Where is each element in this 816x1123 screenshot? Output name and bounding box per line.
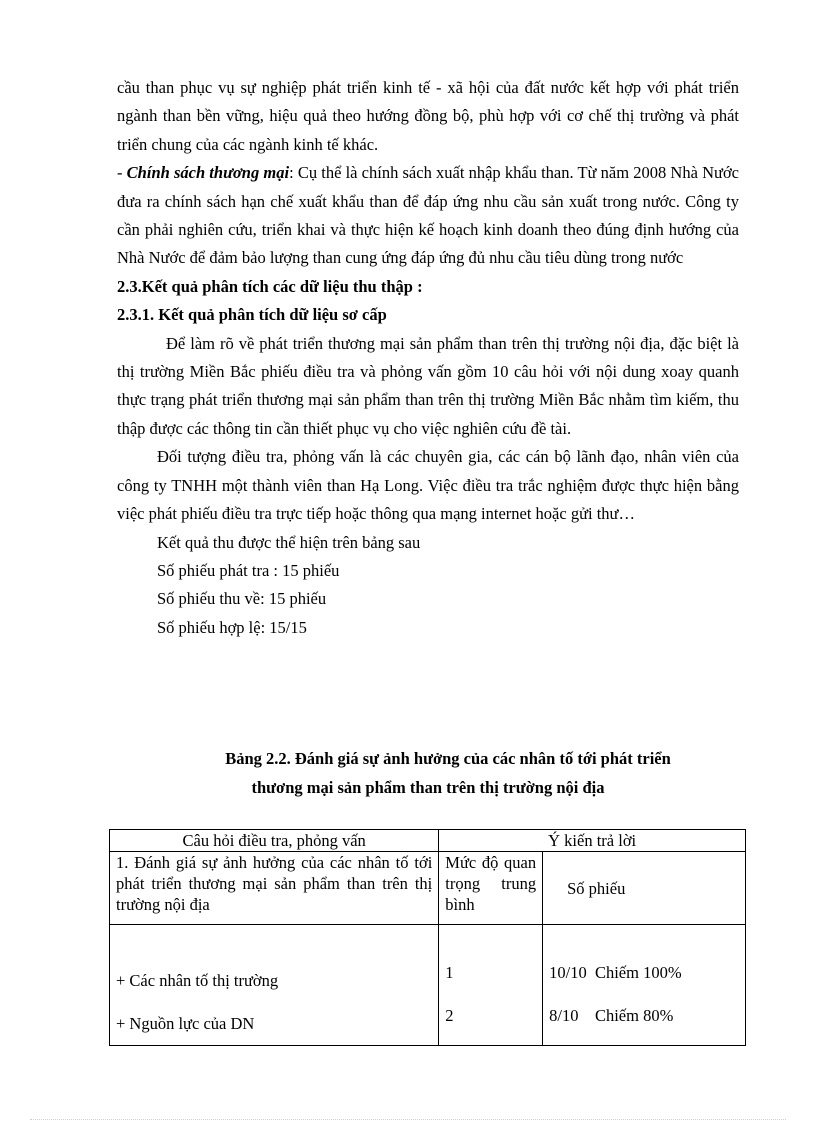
votes-cell	[543, 925, 746, 1046]
votes-market: 10/10 Chiếm 100%	[549, 963, 682, 982]
factor-cell	[110, 925, 439, 1046]
paragraph-survey-purpose: Để làm rõ về phát triển thương mại sản phẩm than trên thị trường nội địa, đặc biệt là thị trường Miền Bắc phiếu điều tra và phỏng vấn gồm 10 câu hỏi với nội dung xoay quanh thực trạng phát triển thương mại sản phẩm than trên thị trường Miền Bắc nhằm tìm kiếm, thu thập được các thông tin cần thiết phục vụ cho việc nghiên cứu đề tài.	[117, 333, 739, 438]
question-1-cell: 1. Đánh giá sự ảnh hưởng của các nhân tố tới phát triển thương mại sản phẩm than trên thị trường nội địa	[110, 852, 439, 925]
paragraph-intro: cầu than phục vụ sự nghiệp phát triển kinh tế - xã hội của đất nước kết hợp với phát triển ngành than bền vững, hiệu quả theo hướng đồng bộ, phù hợp với cơ chế thị trường và phát triển chung của các ngành kinh tế khác.	[117, 78, 739, 154]
survey-table	[109, 829, 746, 1046]
bullet-dash: -	[117, 163, 127, 183]
caption-line-2: thương mại sản phẩm than trên thị trường nội địa	[251, 778, 605, 797]
table-header-row	[110, 830, 746, 852]
result-intro-line: Kết quả thu được thể hiện trên bảng sau	[157, 532, 421, 552]
section-heading-2-3: 2.3.Kết quả phân tích các dữ liệu thu thập :	[117, 276, 423, 296]
factor-market: + Các nhân tố thị trường	[116, 971, 279, 990]
body-text	[117, 74, 739, 642]
trade-policy-term: Chính sách thương mại	[126, 163, 290, 183]
level-cell	[439, 925, 543, 1046]
header-answer-cell: Ý kiến trả lời	[439, 830, 746, 852]
level-header-cell: Mức độ quan trọng trung bình	[439, 852, 543, 925]
votes-header-cell: Số phiếu	[543, 852, 746, 925]
forms-issued-line: Số phiếu phát tra : 15 phiếu	[157, 560, 340, 580]
forms-returned-line: Số phiếu thu về: 15 phiếu	[157, 589, 327, 609]
table-subheader-row	[110, 852, 746, 925]
caption-line-1: Bảng 2.2. Đánh giá sự ảnh hưởng của các nhân tố tới phát triển	[225, 749, 671, 768]
section-heading-2-3-1: 2.3.1. Kết quả phân tích dữ liệu sơ cấp	[117, 305, 387, 325]
page-bottom-divider	[30, 1119, 786, 1120]
paragraph-survey-subjects: Đối tượng điều tra, phỏng vấn là các chuyên gia, các cán bộ lãnh đạo, nhân viên của công ty TNHH một thành viên than Hạ Long. Việc điều tra trắc nghiệm được thực hiện bằng việc phát phiếu điều tra trực tiếp hoặc thông qua mạng internet hoặc gửi thư…	[117, 447, 739, 524]
level-market: 1	[445, 963, 454, 982]
forms-valid-line: Số phiếu hợp lệ: 15/15	[157, 617, 307, 637]
factor-resources: + Nguồn lực của DN	[116, 1014, 255, 1033]
votes-resources: 8/10 Chiếm 80%	[549, 1006, 674, 1025]
paragraph-trade-policy	[117, 159, 739, 273]
header-question-cell: Câu hỏi điều tra, phỏng vấn	[110, 830, 439, 852]
table-caption	[117, 744, 739, 802]
level-resources: 2	[445, 1006, 454, 1025]
table-row	[110, 925, 746, 1046]
trade-policy-text: : Cụ thể là chính sách xuất nhập khẩu than. Từ năm 2008 Nhà Nước đưa ra chính sách hạn chế xuất khẩu than để đáp ứng nhu cầu sản xuất trong nước. Công ty cần phải nghiên cứu, triển khai và thực hiện kế hoạch kinh doanh theo đúng định hướng của Nhà Nước để đảm bảo lượng than cung ứng đáp ứng đủ nhu cầu tiêu dùng trong nước	[117, 163, 739, 268]
